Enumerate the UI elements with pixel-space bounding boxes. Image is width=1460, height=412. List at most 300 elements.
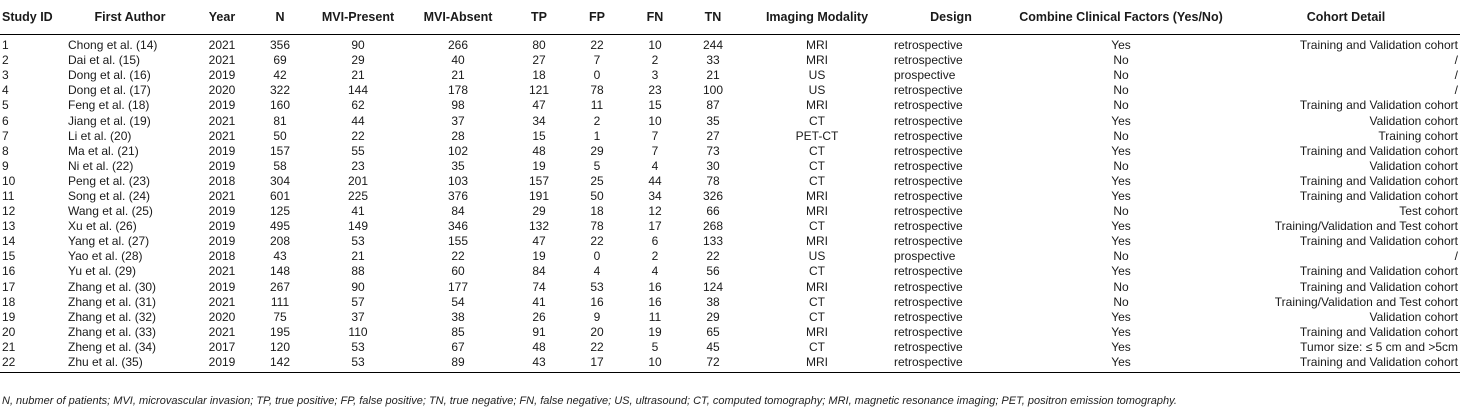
- table-row: [0, 280, 1460, 295]
- cell-combine-clinical-factors: No: [1113, 279, 1129, 294]
- cell-imaging-modality: CT: [809, 143, 825, 158]
- cell-fp: 9: [593, 309, 601, 324]
- table-row: [0, 355, 1460, 373]
- cell-first-author: Zhang et al. (32): [68, 309, 157, 324]
- cell-design: retrospective: [894, 219, 963, 234]
- cell-fn: 10: [648, 38, 662, 53]
- header-combine-clinical-factors: Combine Clinical Factors (Yes/No): [1010, 0, 1232, 35]
- cell-mvi-present: 21: [351, 249, 365, 264]
- header-design: Design: [892, 0, 1010, 35]
- cell-cohort-detail: Training/Validation and Test cohort: [1274, 219, 1458, 234]
- cell-n: 267: [269, 279, 291, 294]
- cell-n: 157: [269, 143, 291, 158]
- cell-tn: 133: [702, 234, 724, 249]
- cell-study-id: 2: [2, 53, 9, 68]
- cell-design: retrospective: [894, 294, 963, 309]
- cell-mvi-absent: 155: [447, 234, 469, 249]
- cell-n: 75: [273, 309, 287, 324]
- cell-fn: 23: [648, 83, 662, 98]
- cell-tn: 244: [702, 38, 724, 53]
- cell-n: 601: [269, 188, 291, 203]
- cell-tn: 78: [706, 173, 720, 188]
- cell-imaging-modality: US: [808, 83, 826, 98]
- cell-cohort-detail: Training and Validation cohort: [1299, 279, 1458, 294]
- cell-cohort-detail: /: [1454, 83, 1458, 98]
- table-row: [0, 204, 1460, 219]
- cell-tp: 132: [528, 219, 550, 234]
- cell-combine-clinical-factors: Yes: [1111, 143, 1131, 158]
- cell-imaging-modality: CT: [809, 339, 825, 354]
- cell-cohort-detail: Training and Validation cohort: [1299, 188, 1458, 203]
- cell-first-author: Zhang et al. (33): [68, 324, 157, 339]
- cell-n: 125: [269, 204, 291, 219]
- cell-design: retrospective: [894, 53, 963, 68]
- cell-fp: 2: [593, 113, 601, 128]
- cell-combine-clinical-factors: No: [1113, 158, 1129, 173]
- cell-fp: 16: [590, 294, 604, 309]
- cell-first-author: Jiang et al. (19): [68, 113, 151, 128]
- cell-n: 495: [269, 219, 291, 234]
- cell-fn: 5: [651, 339, 659, 354]
- cell-design: retrospective: [894, 188, 963, 203]
- cell-study-id: 10: [2, 173, 16, 188]
- cell-study-id: 22: [0, 355, 66, 373]
- cell-design: retrospective: [894, 324, 963, 339]
- cell-fp: 78: [590, 219, 604, 234]
- cell-study-id: 3: [2, 68, 9, 83]
- cell-fn: 16: [648, 279, 662, 294]
- cell-combine-clinical-factors: No: [1113, 294, 1129, 309]
- cell-tp: 91: [532, 324, 546, 339]
- cell-fn: 34: [648, 188, 662, 203]
- cell-combine-clinical-factors: No: [1113, 83, 1129, 98]
- cell-tn: 38: [706, 294, 720, 309]
- cell-cohort-detail: Test cohort: [1399, 204, 1458, 219]
- header-study-id: Study ID: [0, 0, 66, 35]
- cell-first-author: Zhang et al. (31): [68, 294, 157, 309]
- cell-study-id: 21: [2, 339, 16, 354]
- cell-study-id: 11: [2, 188, 15, 203]
- cell-study-id: 7: [2, 128, 9, 143]
- cell-n: 195: [269, 324, 291, 339]
- cell-n: 208: [269, 234, 291, 249]
- cell-tn: 21: [706, 68, 720, 83]
- cell-combine-clinical-factors: No: [1113, 249, 1129, 264]
- cell-year: 2019: [208, 234, 236, 249]
- cell-mvi-present: 90: [351, 279, 365, 294]
- cell-tn: 22: [706, 249, 720, 264]
- cell-mvi-present: 22: [351, 128, 365, 143]
- cell-design: retrospective: [894, 83, 963, 98]
- cell-tn: 56: [706, 264, 720, 279]
- cell-year: 2019: [208, 98, 236, 113]
- cell-n: 58: [273, 158, 287, 173]
- cell-year: 2021: [208, 113, 236, 128]
- cell-fn: 4: [651, 158, 659, 173]
- cell-year: 2017: [208, 339, 236, 354]
- cell-n: 111: [270, 294, 290, 309]
- cell-design: retrospective: [894, 279, 963, 294]
- cell-tn: 73: [706, 143, 720, 158]
- cell-imaging-modality: MRI: [806, 38, 828, 53]
- cell-year: 2020: [208, 309, 236, 324]
- table-row: [0, 174, 1460, 189]
- cell-fn: 7: [651, 128, 659, 143]
- cell-combine-clinical-factors: Yes: [1111, 264, 1131, 279]
- cell-mvi-absent: 21: [451, 68, 465, 83]
- cell-first-author: Dong et al. (16): [68, 68, 151, 83]
- cell-imaging-modality: CT: [809, 309, 825, 324]
- header-n: N: [250, 0, 310, 35]
- cell-mvi-present: 57: [351, 294, 365, 309]
- cell-tp: 74: [532, 279, 546, 294]
- cell-fn: 2: [651, 249, 659, 264]
- cell-cohort-detail: Training and Validation cohort: [1299, 98, 1458, 113]
- cell-year: 2021: [208, 128, 236, 143]
- cell-imaging-modality: US: [808, 249, 826, 264]
- cell-cohort-detail: Tumor size: ≤ 5 cm and >5cm: [1300, 339, 1458, 354]
- cell-tp: 27: [532, 53, 546, 68]
- cell-combine-clinical-factors: No: [1113, 128, 1129, 143]
- cell-imaging-modality: MRI: [806, 204, 828, 219]
- cell-cohort-detail: Validation cohort: [1369, 158, 1458, 173]
- cell-tn: 87: [706, 98, 720, 113]
- cell-year: 2020: [208, 83, 236, 98]
- cell-year: 2021: [208, 264, 236, 279]
- cell-study-id: 14: [2, 234, 16, 249]
- cell-combine-clinical-factors: Yes: [1111, 188, 1131, 203]
- cell-cohort-detail: Training cohort: [1378, 128, 1458, 143]
- cell-cohort-detail: Validation cohort: [1369, 113, 1458, 128]
- cell-cohort-detail: Training and Validation cohort: [1299, 38, 1458, 53]
- cell-study-id: 1: [2, 38, 9, 53]
- cell-study-id: 18: [2, 294, 16, 309]
- cell-fp: 53: [590, 279, 604, 294]
- cell-imaging-modality: CT: [809, 113, 825, 128]
- cell-cohort-detail: Training and Validation cohort: [1299, 143, 1458, 158]
- cell-fn: 17: [648, 219, 662, 234]
- cell-first-author: Song et al. (24): [68, 188, 151, 203]
- cell-first-author: Peng et al. (23): [68, 173, 151, 188]
- table-row: [0, 113, 1460, 128]
- cell-fp: 22: [590, 339, 604, 354]
- cell-design: retrospective: [894, 339, 963, 354]
- cell-mvi-absent: 37: [451, 113, 465, 128]
- cell-tp: 84: [532, 264, 546, 279]
- cell-study-id: 4: [2, 83, 9, 98]
- cell-first-author: Yang et al. (27): [68, 234, 150, 249]
- cell-study-id: 15: [2, 249, 16, 264]
- cell-mvi-present: 88: [351, 264, 365, 279]
- cell-year: 2018: [208, 249, 236, 264]
- cell-imaging-modality: MRI: [742, 355, 892, 373]
- cell-design: retrospective: [894, 98, 963, 113]
- cell-n: 322: [269, 83, 291, 98]
- cell-tn: 35: [706, 113, 720, 128]
- cell-tn: 72: [684, 355, 742, 373]
- table-row: [0, 159, 1460, 174]
- cell-cohort-detail: Validation cohort: [1369, 309, 1458, 324]
- cell-mvi-present: 41: [351, 204, 365, 219]
- cell-tn: 124: [702, 279, 724, 294]
- table-row: [0, 264, 1460, 279]
- cell-fn: 12: [648, 204, 662, 219]
- cell-tp: 19: [532, 158, 546, 173]
- cell-year: 2019: [208, 68, 236, 83]
- cell-imaging-modality: PET-CT: [795, 128, 839, 143]
- cell-design: retrospective: [894, 128, 963, 143]
- header-fn: FN: [626, 0, 684, 35]
- cell-study-id: 5: [2, 98, 9, 113]
- header-mvi-absent: MVI-Absent: [406, 0, 510, 35]
- cell-mvi-present: 37: [351, 309, 365, 324]
- cell-year: 2019: [208, 219, 236, 234]
- cell-imaging-modality: US: [808, 68, 826, 83]
- cell-fp: 29: [590, 143, 604, 158]
- cell-n: 142: [250, 355, 310, 373]
- cell-study-id: 20: [2, 324, 16, 339]
- cell-mvi-absent: 85: [451, 324, 465, 339]
- cell-mvi-absent: 40: [451, 53, 465, 68]
- cell-imaging-modality: MRI: [806, 98, 828, 113]
- cell-combine-clinical-factors: Yes: [1111, 38, 1131, 53]
- cell-mvi-present: 62: [351, 98, 365, 113]
- cell-imaging-modality: MRI: [806, 324, 828, 339]
- cell-first-author: Yu et al. (29): [68, 264, 137, 279]
- cell-first-author: Ma et al. (21): [68, 143, 139, 158]
- cell-tp: 15: [532, 128, 546, 143]
- cell-mvi-present: 53: [351, 339, 365, 354]
- cell-tn: 29: [706, 309, 720, 324]
- cell-first-author: Dong et al. (17): [68, 83, 151, 98]
- cell-combine-clinical-factors: Yes: [1111, 113, 1131, 128]
- header-year: Year: [194, 0, 250, 35]
- cell-fp: 11: [590, 98, 604, 113]
- table-row: [0, 35, 1460, 54]
- cell-tn: 30: [706, 158, 720, 173]
- cell-fp: 50: [590, 188, 604, 203]
- cell-tp: 19: [532, 249, 546, 264]
- cell-study-id: 9: [2, 158, 9, 173]
- cell-tn: 45: [706, 339, 720, 354]
- cell-mvi-absent: 84: [451, 204, 465, 219]
- cell-year: 2019: [208, 204, 236, 219]
- table-row: [0, 144, 1460, 159]
- cell-combine-clinical-factors: No: [1113, 98, 1129, 113]
- cell-first-author: Wang et al. (25): [68, 204, 153, 219]
- cell-design: retrospective: [894, 113, 963, 128]
- cell-design: retrospective: [894, 309, 963, 324]
- cell-fn: 6: [651, 234, 659, 249]
- cell-mvi-present: 55: [351, 143, 365, 158]
- cell-fn: 44: [648, 173, 662, 188]
- cell-n: 148: [269, 264, 291, 279]
- cell-design: retrospective: [894, 143, 963, 158]
- cell-mvi-present: 149: [347, 219, 369, 234]
- cell-study-id: 16: [2, 264, 16, 279]
- cell-tn: 268: [702, 219, 724, 234]
- cell-combine-clinical-factors: No: [1113, 53, 1129, 68]
- cell-design: retrospective: [894, 38, 963, 53]
- cell-first-author: Li et al. (20): [68, 128, 132, 143]
- cell-study-id: 13: [2, 219, 16, 234]
- cell-imaging-modality: MRI: [806, 234, 828, 249]
- table-row: [0, 98, 1460, 113]
- cell-fn: 19: [648, 324, 662, 339]
- cell-imaging-modality: CT: [809, 173, 825, 188]
- cell-tp: 29: [532, 204, 546, 219]
- header-tn: TN: [684, 0, 742, 35]
- cell-study-id: 12: [2, 204, 16, 219]
- cell-first-author: Zhang et al. (30): [68, 279, 157, 294]
- cell-n: 304: [269, 173, 291, 188]
- cell-design: retrospective: [894, 158, 963, 173]
- cell-tp: 48: [532, 143, 546, 158]
- cell-design: retrospective: [894, 264, 963, 279]
- cell-mvi-absent: 38: [451, 309, 465, 324]
- header-row: [0, 0, 1460, 35]
- cell-fp: 18: [590, 204, 604, 219]
- cell-cohort-detail: Training and Validation cohort: [1299, 324, 1458, 339]
- cell-first-author: Zheng et al. (34): [68, 339, 157, 354]
- cell-n: 81: [273, 113, 287, 128]
- cell-imaging-modality: MRI: [806, 53, 828, 68]
- cell-mvi-absent: 89: [406, 355, 510, 373]
- table-row: [0, 83, 1460, 98]
- cell-cohort-detail: Training and Validation cohort: [1299, 234, 1458, 249]
- cell-fn: 15: [648, 98, 662, 113]
- cell-mvi-absent: 22: [451, 249, 465, 264]
- cell-design: prospective: [894, 68, 956, 83]
- cell-combine-clinical-factors: Yes: [1111, 219, 1131, 234]
- cell-tp: 43: [510, 355, 568, 373]
- cell-cohort-detail: Training and Validation cohort: [1299, 173, 1458, 188]
- cell-cohort-detail: /: [1454, 249, 1458, 264]
- cell-fn: 2: [651, 53, 659, 68]
- cell-tn: 33: [706, 53, 720, 68]
- table-row: [0, 340, 1460, 355]
- cell-tp: 26: [532, 309, 546, 324]
- cell-first-author: Chong et al. (14): [68, 38, 158, 53]
- cell-study-id: 17: [2, 279, 16, 294]
- cell-mvi-absent: 266: [447, 38, 469, 53]
- cell-study-id: 19: [2, 309, 16, 324]
- table-row: [0, 249, 1460, 264]
- cell-tp: 157: [528, 173, 550, 188]
- cell-cohort-detail: Training and Validation cohort: [1299, 264, 1458, 279]
- cell-mvi-absent: 98: [451, 98, 465, 113]
- cell-n: 69: [273, 53, 287, 68]
- cell-mvi-present: 53: [351, 234, 365, 249]
- cell-n: 356: [269, 38, 291, 53]
- cell-fp: 4: [593, 264, 601, 279]
- cell-year: 2021: [208, 188, 236, 203]
- cell-tp: 34: [532, 113, 546, 128]
- table-row: [0, 325, 1460, 340]
- cell-n: 120: [269, 339, 291, 354]
- cell-imaging-modality: MRI: [806, 188, 828, 203]
- cell-mvi-present: 23: [351, 158, 365, 173]
- cell-cohort-detail: /: [1454, 53, 1458, 68]
- cell-year: 2021: [208, 324, 236, 339]
- cell-tp: 18: [532, 68, 546, 83]
- cell-cohort-detail: /: [1454, 68, 1458, 83]
- cell-n: 160: [269, 98, 291, 113]
- cell-combine-clinical-factors: Yes: [1111, 324, 1131, 339]
- cell-mvi-absent: 103: [447, 173, 469, 188]
- cell-cohort-detail: Training/Validation and Test cohort: [1274, 294, 1458, 309]
- table-row: [0, 53, 1460, 68]
- cell-fn: 10: [648, 113, 662, 128]
- header-mvi-present: MVI-Present: [310, 0, 406, 35]
- cell-mvi-absent: 67: [451, 339, 465, 354]
- table-body: [0, 35, 1460, 373]
- cell-imaging-modality: CT: [809, 294, 825, 309]
- cell-imaging-modality: CT: [809, 219, 825, 234]
- cell-first-author: Ni et al. (22): [68, 158, 134, 173]
- cell-first-author: Dai et al. (15): [68, 53, 141, 68]
- cell-fp: 22: [590, 38, 604, 53]
- cell-fp: 0: [593, 68, 601, 83]
- cell-tn: 27: [706, 128, 720, 143]
- cell-fp: 0: [593, 249, 601, 264]
- cell-cohort-detail: Training and Validation cohort: [1232, 355, 1460, 373]
- cell-combine-clinical-factors: No: [1113, 68, 1129, 83]
- cell-mvi-present: 90: [351, 38, 365, 53]
- cell-fp: 17: [568, 355, 626, 373]
- cell-tp: 80: [532, 38, 546, 53]
- cell-year: 2021: [208, 38, 236, 53]
- cell-fn: 3: [651, 68, 659, 83]
- table-row: [0, 234, 1460, 249]
- cell-tn: 326: [702, 188, 724, 203]
- header-cohort-detail: Cohort Detail: [1232, 0, 1460, 35]
- cell-combine-clinical-factors: Yes: [1111, 309, 1131, 324]
- table-row: [0, 189, 1460, 204]
- cell-combine-clinical-factors: Yes: [1010, 355, 1232, 373]
- cell-first-author: Xu et al. (26): [68, 219, 137, 234]
- cell-design: retrospective: [892, 355, 1010, 373]
- cell-tn: 66: [706, 204, 720, 219]
- cell-design: retrospective: [894, 204, 963, 219]
- cell-tp: 48: [532, 339, 546, 354]
- cell-tp: 47: [532, 234, 546, 249]
- cell-mvi-present: 21: [351, 68, 365, 83]
- table-row: [0, 129, 1460, 144]
- cell-tp: 47: [532, 98, 546, 113]
- table-row: [0, 295, 1460, 310]
- cell-mvi-present: 201: [347, 173, 369, 188]
- cell-fp: 78: [590, 83, 604, 98]
- cell-design: retrospective: [894, 173, 963, 188]
- cell-mvi-present: 225: [347, 188, 369, 203]
- cell-tp: 41: [532, 294, 546, 309]
- cell-mvi-absent: 54: [451, 294, 465, 309]
- cell-fp: 7: [593, 53, 601, 68]
- cell-mvi-present: 144: [347, 83, 369, 98]
- cell-tn: 100: [702, 83, 724, 98]
- table-row: [0, 310, 1460, 325]
- cell-imaging-modality: CT: [809, 158, 825, 173]
- cell-fp: 5: [593, 158, 601, 173]
- cell-n: 42: [273, 68, 287, 83]
- cell-n: 50: [273, 128, 287, 143]
- cell-year: 2019: [208, 143, 236, 158]
- cell-mvi-absent: 60: [451, 264, 465, 279]
- cell-mvi-absent: 346: [447, 219, 469, 234]
- cell-year: 2018: [208, 173, 236, 188]
- cell-fp: 22: [590, 234, 604, 249]
